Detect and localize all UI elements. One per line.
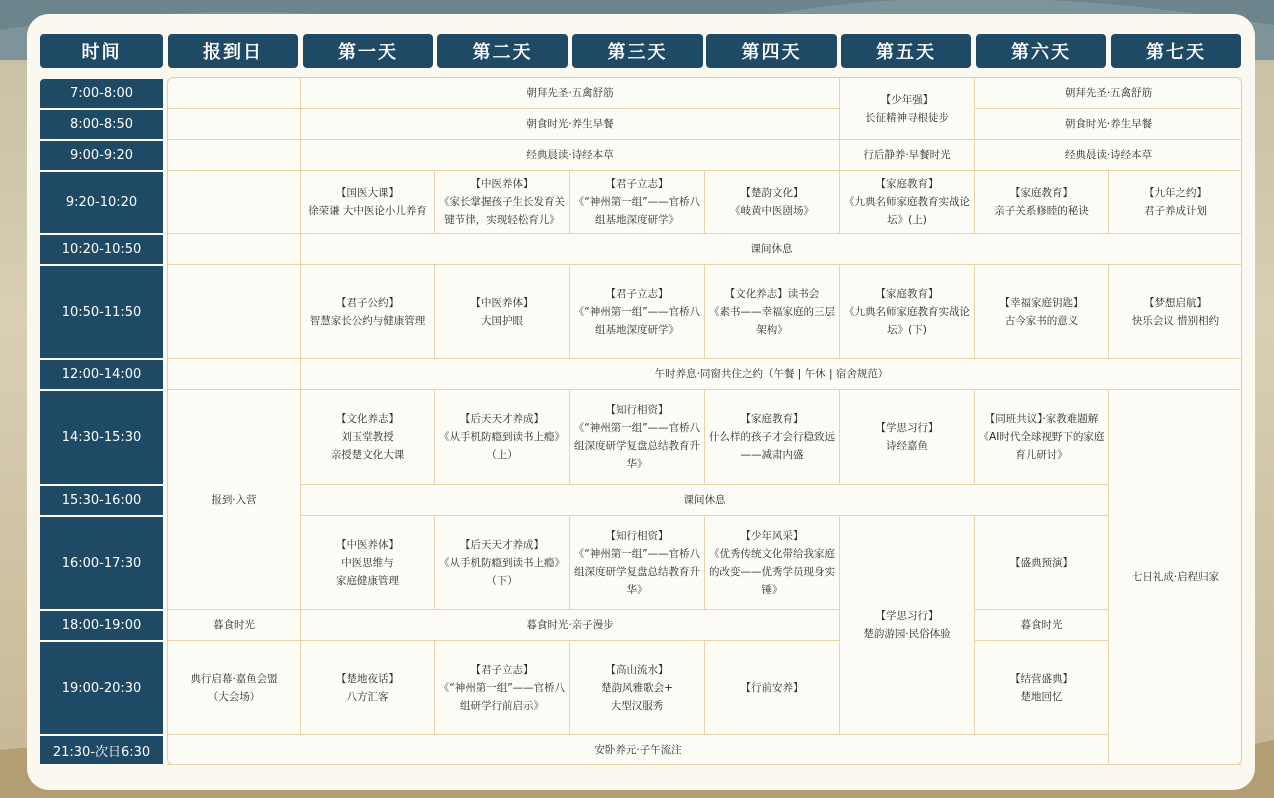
header-day-7: 第七天 (1111, 34, 1241, 68)
schedule-cell-r6-d2: 【中医养体】 大国护眼 (435, 265, 570, 359)
header-registration-day: 报到日 (168, 34, 298, 68)
schedule-cell-r8-d6: 【同班共议】·家教难题解 《AI时代全球视野下的家庭育儿研讨》 (975, 390, 1109, 485)
header-day-1: 第一天 (303, 34, 433, 68)
schedule-cell-r12-d2: 【君子立志】 《“神州第一组”——官桥八组研学行前启示》 (435, 641, 570, 735)
schedule-cell-r4-d7: 【九年之约】 君子养成计划 (1109, 171, 1242, 234)
time-slot: 21:30-次日6:30 (40, 736, 163, 764)
time-slot: 10:50-11:50 (40, 266, 163, 358)
schedule-cell-r4-d2: 【中医养体】 《家长掌握孩子生长发育关键节律，实现轻松育儿》 (435, 171, 570, 234)
time-slot: 15:30-16:00 (40, 486, 163, 515)
schedule-cell-r6-d4: 【文化养志】读书会 《素书——幸福家庭的三层架构》 (705, 265, 840, 359)
schedule-cell-r8-d1: 【文化养志】 刘玉堂教授 亲授楚文化大课 (301, 390, 435, 485)
time-slot: 9:20-10:20 (40, 172, 163, 233)
schedule-cell-r10-d4: 【少年风采】 《优秀传统文化带给我家庭的改变——优秀学员现身实锤》 (705, 516, 840, 610)
time-slot: 8:00-8:50 (40, 110, 163, 139)
time-slot: 9:00-9:20 (40, 141, 163, 170)
schedule-cell-r10-d2: 【后天天才养成】 《从手机防瘾到读书上瘾》 （下） (435, 516, 570, 610)
schedule-cell-r3-day5: 行后静养·早餐时光 (840, 140, 975, 171)
schedule-cell-r13-main: 安卧养元·子午流注 (168, 735, 1109, 765)
schedule-cell-r12-reg: 典行启幕·嘉鱼会盟 （大会场） (168, 641, 301, 735)
schedule-cell-r11-main: 暮食时光·亲子漫步 (301, 610, 840, 641)
schedule-cell-r6-d5: 【家庭教育】 《九典名师家庭教育实战论坛》(下) (840, 265, 975, 359)
schedule-cell-r2-main: 朝食时光·养生早餐 (301, 109, 840, 140)
schedule-cell-r12-d3: 【高山流水】 楚韵风雅歌会+ 大型汉服秀 (570, 641, 705, 735)
schedule-cell-r10-d1: 【中医养体】 中医思维与 家庭健康管理 (301, 516, 435, 610)
schedule-cell-empty (168, 234, 301, 265)
time-slot: 14:30-15:30 (40, 391, 163, 484)
schedule-cell-arrival: 报到·入营 (168, 390, 301, 610)
header-day-5: 第五天 (841, 34, 971, 68)
schedule-cell-day7-afternoon: 七日礼成·启程归家 (1109, 390, 1242, 765)
schedule-cell-r2-day6-7: 朝食时光·养生早餐 (975, 109, 1242, 140)
schedule-cell-day5-evening: 【学思习行】 楚韵游园·民俗体验 (840, 516, 975, 735)
header-time: 时间 (40, 34, 163, 68)
header-day-6: 第六天 (976, 34, 1106, 68)
schedule-cell-r8-d5: 【学思习行】 诗经嘉鱼 (840, 390, 975, 485)
header-day-2: 第二天 (437, 34, 568, 68)
schedule-cell-r4-d3: 【君子立志】 《“神州第一组”——官桥八组基地深度研学》 (570, 171, 705, 234)
schedule-cell-r10-d6: 【盛典预演】 (975, 516, 1109, 610)
schedule-cell-r12-d4: 【行前安养】 (705, 641, 840, 735)
header-day-3: 第三天 (572, 34, 703, 68)
schedule-cell-r6-d7: 【梦想启航】 快乐会议 惜别相约 (1109, 265, 1242, 359)
schedule-cell-r4-d5: 【家庭教育】 《九典名师家庭教育实战论坛》(上) (840, 171, 975, 234)
schedule-cell-empty (168, 140, 301, 171)
schedule-cell-r4-d1: 【国医大课】 徐荣谦 大中医论小儿养育 (301, 171, 435, 234)
schedule-cell-r11-reg: 暮食时光 (168, 610, 301, 641)
time-slot: 7:00-8:00 (40, 79, 163, 108)
schedule-cell-empty (168, 359, 301, 390)
schedule-cell-r7-main: 午时养息·同窗共住之约（午餐 | 午休 | 宿舍规范） (301, 359, 1242, 390)
schedule-cell-r5-main: 课间休息 (301, 234, 1242, 265)
time-slot: 18:00-19:00 (40, 611, 163, 640)
schedule-cell-day5-morning: 【少年强】 长征精神寻根徒步 (840, 78, 975, 140)
schedule-cell-r8-d2: 【后天天才养成】 《从手机防瘾到读书上瘾》 （上） (435, 390, 570, 485)
time-slot: 12:00-14:00 (40, 360, 163, 389)
schedule-cell-empty (168, 78, 301, 109)
schedule-cell-empty (168, 109, 301, 140)
schedule-cell-r6-d1: 【君子公约】 智慧家长公约与健康管理 (301, 265, 435, 359)
schedule-cell-r3-main: 经典晨读·诗经本草 (301, 140, 840, 171)
schedule-cell-r11-d6: 暮食时光 (975, 610, 1109, 641)
schedule-cell-empty (168, 171, 301, 234)
schedule-cell-r12-d6: 【结营盛典】 楚地回忆 (975, 641, 1109, 735)
schedule-cell-r1-main: 朝拜先圣·五禽舒筋 (301, 78, 840, 109)
schedule-cell-r3-day6-7: 经典晨读·诗经本草 (975, 140, 1242, 171)
schedule-cell-r1-day6-7: 朝拜先圣·五禽舒筋 (975, 78, 1242, 109)
time-slot: 10:20-10:50 (40, 235, 163, 264)
header-day-4: 第四天 (706, 34, 837, 68)
schedule-cell-empty (168, 265, 301, 359)
schedule-cell-r8-d4: 【家庭教育】 什么样的孩子才会行稳致远——减肃内盛 (705, 390, 840, 485)
time-slot: 16:00-17:30 (40, 517, 163, 609)
schedule-cell-r6-d3: 【君子立志】 《“神州第一组”——官桥八组基地深度研学》 (570, 265, 705, 359)
time-slot: 19:00-20:30 (40, 642, 163, 734)
schedule-cell-r6-d6: 【幸福家庭钥匙】 古今家书的意义 (975, 265, 1109, 359)
schedule-cell-r4-d4: 【楚韵文化】 《岐黄中医剧场》 (705, 171, 840, 234)
schedule-cell-r9-main: 课间休息 (301, 485, 1109, 516)
schedule-cell-r12-d1: 【楚地夜话】 八方汇客 (301, 641, 435, 735)
schedule-cell-r4-d6: 【家庭教育】 亲子关系修睦的秘诀 (975, 171, 1109, 234)
schedule-cell-r8-d3: 【知行相资】 《“神州第一组”——官桥八组深度研学复盘总结教育升华》 (570, 390, 705, 485)
schedule-cell-r10-d3: 【知行相资】 《“神州第一组”——官桥八组深度研学复盘总结教育升华》 (570, 516, 705, 610)
